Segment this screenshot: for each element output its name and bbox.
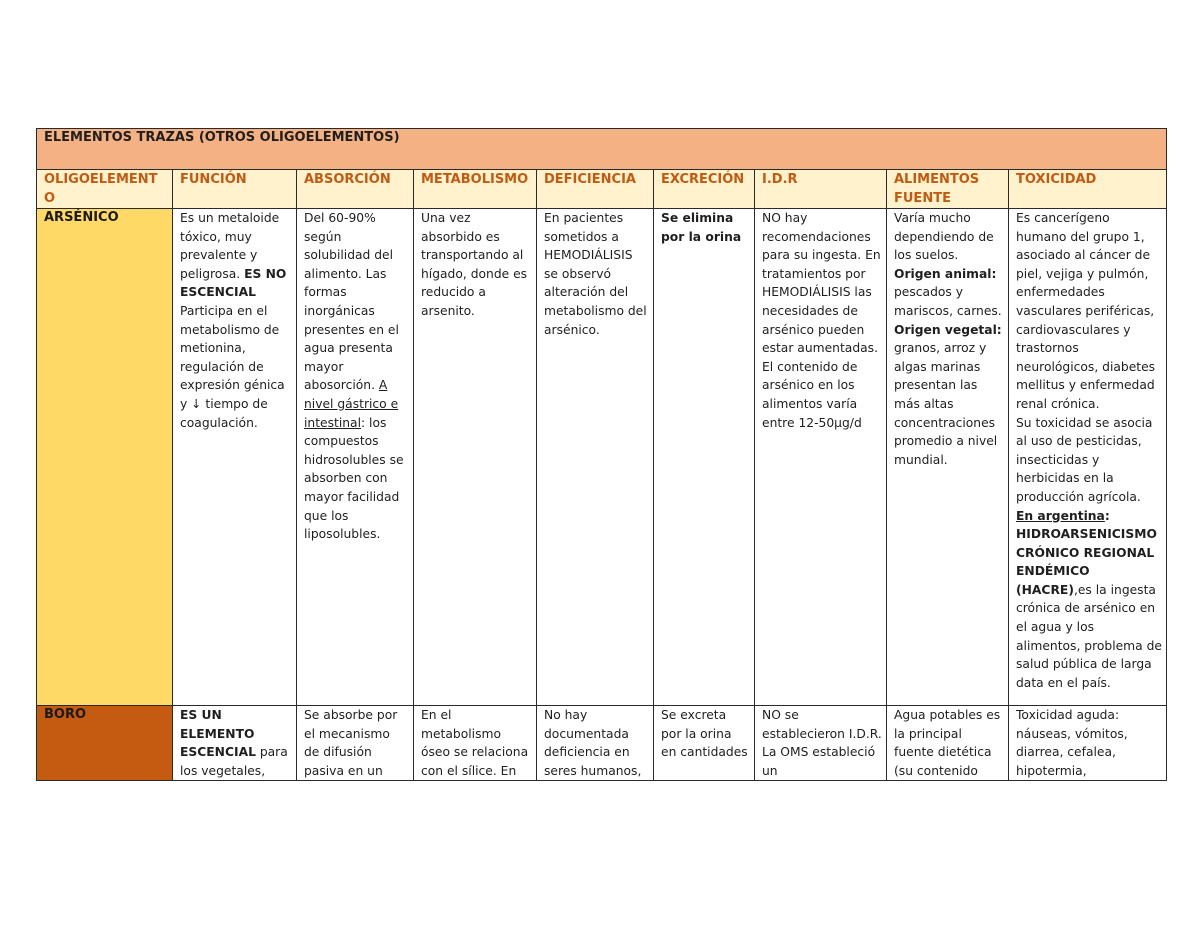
arsenico-origen-vegetal: granos, arroz y algas marinas presentan las más altas concentraciones promedio a nivel mundial.: [894, 341, 998, 467]
header-funcion: FUNCIÓN: [173, 170, 297, 209]
header-toxicidad: TOXICIDAD: [1009, 170, 1167, 209]
boro-funcion: [173, 706, 297, 781]
arsenico-absorcion: [297, 209, 414, 706]
boro-idr: NO se establecieron I.D.R. La OMS estableció un: [755, 706, 887, 781]
boro-funcion-esencial: ES UN ELEMENTO ESCENCIAL: [180, 708, 256, 760]
arsenico-name: ARSÉNICO: [37, 209, 173, 706]
boro-excrecion: Se excreta por la orina en cantidades: [654, 706, 755, 781]
table-header-row: [37, 170, 1167, 209]
boro-metabolismo: En el metabolismo óseo se relaciona con el sílice. En: [414, 706, 537, 781]
arsenico-origen-vegetal-label: Origen vegetal:: [894, 322, 1002, 337]
arsenico-origen-animal-label: Origen animal:: [894, 266, 997, 281]
arsenico-absorcion-intro: Del 60-90% según solubilidad del alimento. Las formas inorgánicas presentes en el agua presenta mayor abosorción.: [304, 211, 399, 393]
arsenico-toxicidad-pesticidas: Su toxicidad se asocia al uso de pesticidas, insecticidas y herbicidas en la producción agrícola.: [1016, 415, 1153, 504]
arsenico-toxicidad-hacre-name: HIDROARSENICISMO CRÓNICO REGIONAL ENDÉMICO: [1016, 527, 1157, 579]
header-alimentos-fuente: ALIMENTOS FUENTE: [887, 170, 1009, 209]
boro-alimentos: Agua potables es la principal fuente dietética (su contenido: [887, 706, 1009, 781]
arsenico-excrecion: Se elimina por la orina: [654, 209, 755, 706]
arsenico-funcion-esencial: ES NO ESCENCIAL: [180, 266, 287, 300]
arsenico-funcion: [173, 209, 297, 706]
arsenico-toxicidad-colon: :: [1104, 508, 1110, 523]
header-idr: I.D.R: [755, 170, 887, 209]
table-row-boro: [37, 706, 1167, 781]
header-deficiencia: DEFICIENCIA: [537, 170, 654, 209]
arsenico-absorcion-nivel: A nivel gástrico e intestinal: [304, 378, 399, 430]
arsenico-origen-animal: pescados y mariscos, carnes.: [894, 285, 1002, 318]
boro-funcion-detail: para los vegetales,: [180, 745, 288, 778]
trace-elements-table: [36, 128, 1167, 781]
arsenico-funcion-intro: Es un metaloide tóxico, muy prevalente y peligrosa.: [180, 211, 280, 281]
arsenico-toxicidad-argentina-label: En argentina: [1016, 508, 1105, 523]
arsenico-metabolismo: Una vez absorbido es transportando al hígado, donde es reducido a arsenito.: [414, 209, 537, 706]
arsenico-toxicidad: [1009, 209, 1167, 706]
arsenico-idr: NO hay recomendaciones para su ingesta. En tratamientos por HEMODIÁLISIS las necesidades de arsénico pueden estar aumentadas. El contenido de arsénico en los alimentos varía entre 12-50µg/d: [755, 209, 887, 706]
arsenico-absorcion-detail: : los compuestos hidrosolubles se absorben con mayor facilidad que los liposolubles.: [304, 415, 404, 542]
arsenico-funcion-detail: Participa en el metabolismo de metionina, regulación de expresión génica y ↓ tiempo de coagulación.: [180, 303, 285, 430]
boro-absorcion: Se absorbe por el mecanismo de difusión pasiva en un: [297, 706, 414, 781]
boro-deficiencia: No hay documentada deficiencia en seres humanos,: [537, 706, 654, 781]
table-title: ELEMENTOS TRAZAS (OTROS OLIGOELEMENTOS): [37, 129, 1167, 170]
arsenico-alimentos-intro: Varía mucho dependiendo de los suelos.: [894, 211, 994, 263]
arsenico-toxicidad-intro: Es cancerígeno humano del grupo 1, asociado al cáncer de piel, vejiga y pulmón, enfermedades vasculares periféricas, cardiovasculares y trastornos neurológicos, diabetes mellitus y enfermedad renal crónica.: [1016, 211, 1156, 411]
table-title-row: [37, 129, 1167, 170]
arsenico-toxicidad-hacre-acronym: (HACRE): [1016, 582, 1074, 597]
header-oligoelemento: OLIGOELEMENTO: [37, 170, 173, 209]
header-excrecion: EXCRECIÓN: [654, 170, 755, 209]
header-absorcion: ABSORCIÓN: [297, 170, 414, 209]
arsenico-deficiencia: En pacientes sometidos a HEMODIÁLISIS se observó alteración del metabolismo del arsénico.: [537, 209, 654, 706]
arsenico-toxicidad-hacre-detail: ,es la ingesta crónica de arsénico en el agua y los alimentos, problema de salud pública de larga data en el país.: [1016, 582, 1162, 690]
boro-name: BORO: [37, 706, 173, 781]
table-row-arsenico: [37, 209, 1167, 706]
header-metabolismo: METABOLISMO: [414, 170, 537, 209]
boro-toxicidad: Toxicidad aguda: náuseas, vómitos, diarrea, cefalea, hipotermia,: [1009, 706, 1167, 781]
arsenico-alimentos: [887, 209, 1009, 706]
